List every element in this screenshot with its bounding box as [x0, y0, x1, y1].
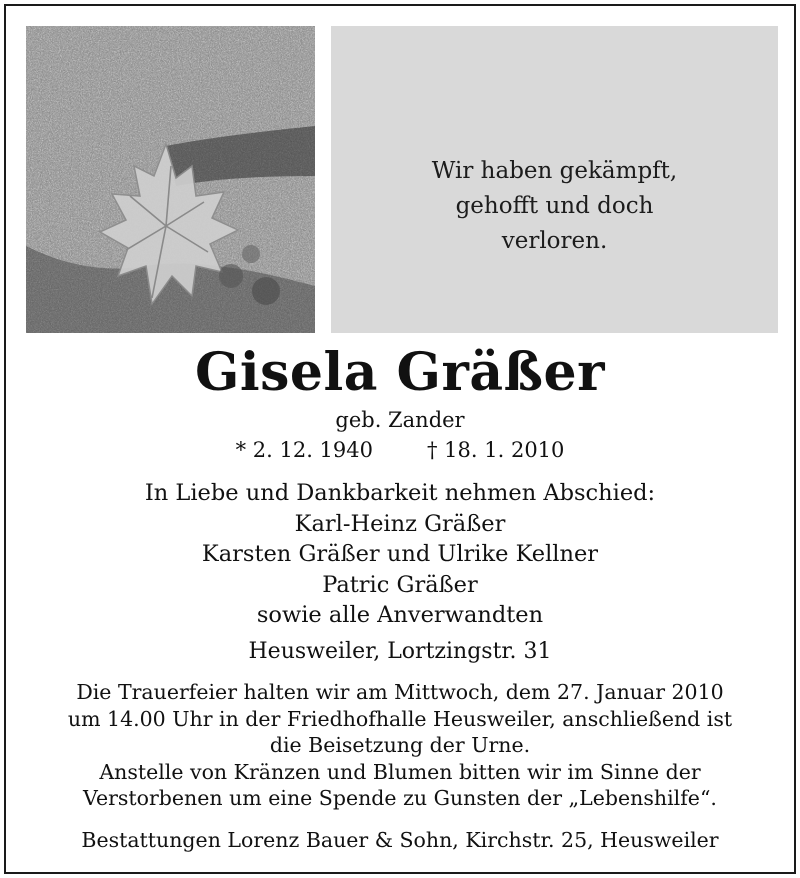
life-dates [0, 436, 800, 464]
service-line: die Beisetzung der Urne. [269, 733, 531, 757]
quote-box [331, 26, 778, 333]
mourner-name: sowie alle Anverwandten [256, 602, 544, 628]
undertaker: Bestattungen Lorenz Bauer & Sohn, Kirchstr. 25, Heusweiler [81, 828, 719, 852]
service-details [0, 679, 800, 812]
autumn-leaf-photo [26, 26, 315, 333]
quote-line: gehofft und doch [455, 193, 654, 219]
mourner-name: Karsten Gräßer und Ulrike Kellner [201, 541, 599, 567]
quote [331, 154, 778, 259]
family-address: Heusweiler, Lortzingstr. 31 [248, 639, 552, 664]
mourners-intro: In Liebe und Dankbarkeit nehmen Abschied: [144, 480, 656, 506]
mourner-name: Karl-Heinz Gräßer [294, 510, 506, 537]
death-date: † 18. 1. 2010 [427, 438, 565, 462]
service-line: Anstelle von Kränzen und Blumen bitten wir im Sinne der [99, 759, 701, 784]
service-line: um 14.00 Uhr in der Friedhofhalle Heusweiler, anschließend ist [67, 706, 733, 731]
mourners-list [0, 478, 800, 631]
deceased-name: Gisela Gräßer [194, 342, 606, 403]
quote-line: verloren. [501, 228, 608, 254]
service-line: Verstorbenen um eine Spende zu Gunsten der „Lebenshilfe“. [83, 786, 717, 810]
maiden-name: geb. Zander [335, 408, 465, 432]
birth-date: * 2. 12. 1940 [235, 438, 373, 462]
service-line: Die Trauerfeier halten wir am Mittwoch, dem 27. Januar 2010 [76, 680, 724, 704]
quote-line: Wir haben gekämpft, [431, 158, 678, 184]
mourner-name: Patric Gräßer [322, 571, 478, 598]
